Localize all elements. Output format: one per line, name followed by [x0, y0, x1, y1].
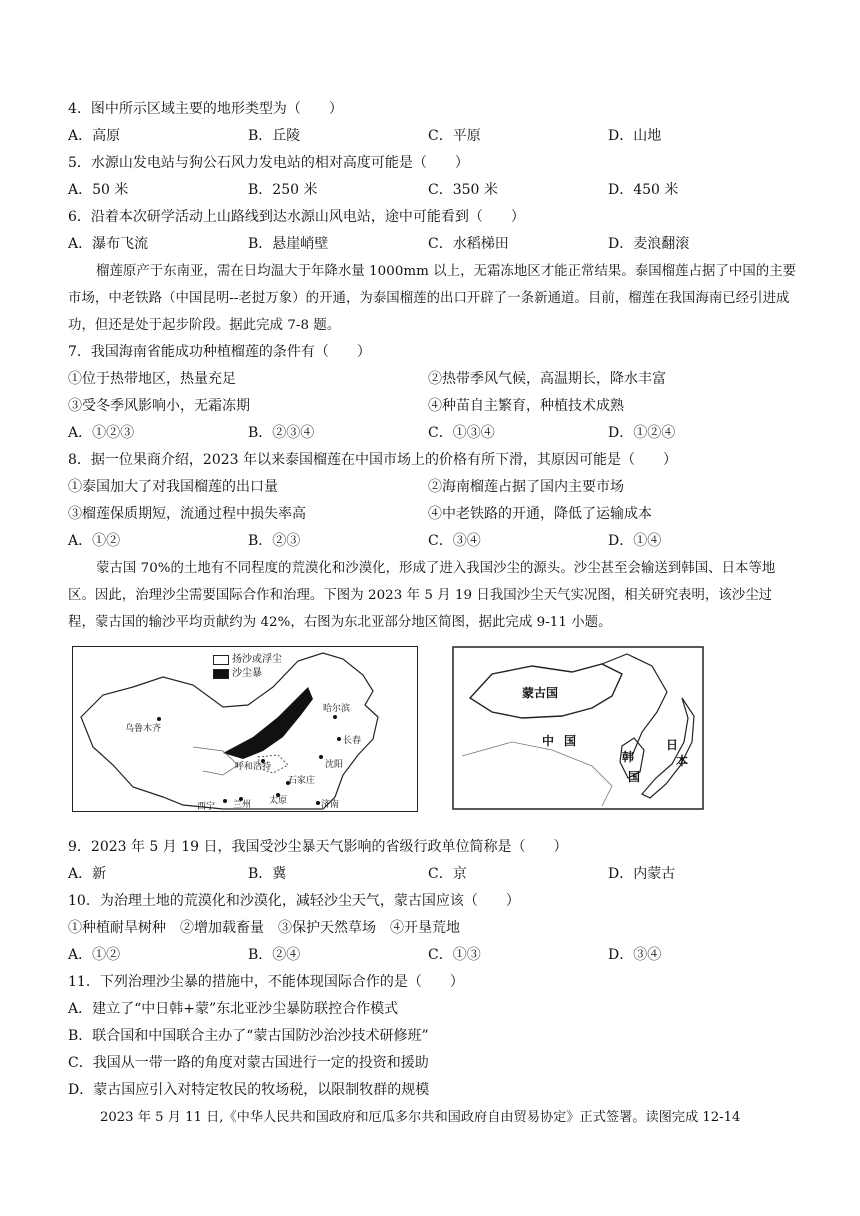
q9-option-d[interactable]: D．内蒙古 — [608, 866, 676, 882]
q11-option-b[interactable]: B．联合国和中国联合主办了“蒙古国防沙治沙技术研修班” — [68, 1028, 429, 1044]
q5-option-a[interactable]: A．50 米 — [68, 182, 129, 198]
exam-page — [68, 96, 798, 1131]
q9-option-b[interactable]: B．冀 — [248, 866, 287, 882]
city-shijiazhuang: 石家庄 — [288, 776, 316, 786]
q5-options — [68, 177, 798, 204]
q5-option-c[interactable]: C．350 米 — [428, 182, 498, 198]
q6-option-d[interactable]: D．麦浪翻滚 — [608, 236, 690, 252]
city-hohhot: 呼和浩特 — [235, 762, 272, 772]
q4-stem: 4．图中所示区域主要的地形类型为（ ） — [68, 101, 343, 117]
q4-option-d[interactable]: D．山地 — [608, 128, 662, 144]
city-taiyuan: 太原 — [269, 796, 288, 806]
q9-stem: 9．2023 年 5 月 19 日，我国受沙尘暴天气影响的省级行政单位简称是（ ） — [68, 839, 568, 855]
q8-items-row1 — [68, 474, 798, 501]
q10-items: ①种植耐旱树种 ②增加载畜量 ③保护天然草场 ④开垦荒地 — [68, 920, 460, 936]
q7-option-d[interactable]: D．①②④ — [608, 425, 676, 441]
q9-options — [68, 861, 798, 888]
city-xining: 西宁 — [197, 802, 216, 812]
label-japan-1: 日 — [666, 738, 679, 752]
passage-dust: 蒙古国 70%的土地有不同程度的荒漠化和沙漠化，形成了进入我国沙尘的源头。沙尘甚至会输送到韩国、日本等地区。因此，治理沙尘需要国际合作和治理。下图为 2023 年 5 月 19 日我国沙尘天气实况图，相关研究表明，该沙尘过程，蒙古国的输沙平均贡献约为 42%，右图为东北亚部分地区简图，据此完成 9-11 小题。 — [68, 561, 776, 630]
dust-storm-area — [223, 687, 313, 759]
q11-option-c[interactable]: C．我国从一带一路的角度对蒙古国进行一定的投资和援助 — [68, 1055, 429, 1071]
q5-stem: 5．水源山发电站与狗公石风力发电站的相对高度可能是（ ） — [68, 155, 469, 171]
city-shenyang: 沈阳 — [325, 760, 344, 770]
q8-option-a[interactable]: A．①② — [68, 533, 121, 549]
map-figures — [68, 646, 798, 826]
q7-item-1: ①位于热带地区，热量充足 — [68, 371, 236, 387]
q11-option-d[interactable]: D．蒙古国应引入对特定牧民的牧场税，以限制牧群的规模 — [68, 1082, 430, 1098]
map-legend — [213, 653, 282, 681]
q7-item-2: ②热带季风气候，高温期长，降水丰富 — [428, 371, 666, 387]
q8-option-c[interactable]: C．③④ — [428, 533, 481, 549]
q9-option-a[interactable]: A．新 — [68, 866, 107, 882]
q8-option-d[interactable]: D．①④ — [608, 533, 662, 549]
q10-option-a[interactable]: A．①② — [68, 947, 121, 963]
q6-options — [68, 231, 798, 258]
q4-options — [68, 123, 798, 150]
q8-item-1: ①泰国加大了对我国榴莲的出口量 — [68, 479, 278, 495]
q8-item-3: ③榴莲保质期短，流通过程中损失率高 — [68, 506, 306, 522]
city-changchun: 长春 — [343, 736, 362, 746]
q8-item-4: ④中老铁路的开通，降低了运输成本 — [428, 506, 652, 522]
label-china-1: 中 — [542, 734, 555, 748]
q4-option-c[interactable]: C．平原 — [428, 128, 481, 144]
q4-option-b[interactable]: B．丘陵 — [248, 128, 301, 144]
passage-ecuador-intro: 2023 年 5 月 11 日,《中华人民共和国政府和厄瓜多尔共和国政府自由贸易协定》正式签署。读图完成 12-14 — [100, 1110, 741, 1125]
city-lanzhou: 兰州 — [233, 800, 252, 810]
label-korea-1: 韩 — [622, 750, 635, 764]
legend-floating-dust: 扬沙或浮尘 — [213, 653, 282, 667]
q7-item-4: ④种苗自主繁育，种植技术成熟 — [428, 398, 624, 414]
q7-item-3: ③受冬季风影响小，无霜冻期 — [68, 398, 250, 414]
q6-stem: 6．沿着本次研学活动上山路线到达水源山风电站，途中可能看到（ ） — [68, 209, 525, 225]
legend-dust-storm: 沙尘暴 — [213, 667, 282, 681]
q8-options — [68, 528, 798, 555]
label-japan-2: 本 — [676, 754, 689, 768]
q7-option-b[interactable]: B．②③④ — [248, 425, 315, 441]
q6-option-b[interactable]: B．悬崖峭壁 — [248, 236, 329, 252]
dust-weather-map — [72, 646, 418, 812]
label-mongolia: 蒙古国 — [522, 686, 559, 700]
northeast-asia-outline — [452, 646, 704, 810]
q10-stem: 10．为治理土地的荒漠化和沙漠化，减轻沙尘天气，蒙古国应该（ ） — [68, 893, 520, 909]
label-korea-2: 国 — [628, 770, 641, 784]
q7-options — [68, 420, 798, 447]
q7-option-c[interactable]: C．①③④ — [428, 425, 495, 441]
q7-option-a[interactable]: A．①②③ — [68, 425, 135, 441]
q5-option-b[interactable]: B．250 米 — [248, 182, 318, 198]
q5-option-d[interactable]: D．450 米 — [608, 182, 679, 198]
q8-stem: 8．据一位果商介绍，2023 年以来泰国榴莲在中国市场上的价格有所下滑，其原因可能是（ ） — [68, 452, 677, 468]
q8-items-row2 — [68, 501, 798, 528]
q11-option-a[interactable]: A．建立了“中日韩+蒙”东北亚沙尘暴防联控合作模式 — [68, 1001, 399, 1017]
q8-item-2: ②海南榴莲占据了国内主要市场 — [428, 479, 624, 495]
q7-items-row1 — [68, 366, 798, 393]
northeast-asia-map — [452, 646, 704, 810]
q4-option-a[interactable]: A．高原 — [68, 128, 121, 144]
q10-option-c[interactable]: C．①③ — [428, 947, 481, 963]
q10-option-b[interactable]: B．②④ — [248, 947, 301, 963]
q6-option-c[interactable]: C．水稻梯田 — [428, 236, 509, 252]
q8-option-b[interactable]: B．②③ — [248, 533, 301, 549]
q6-option-a[interactable]: A．瀑布飞流 — [68, 236, 149, 252]
city-urumqi: 乌鲁木齐 — [125, 724, 162, 734]
q10-options — [68, 942, 798, 969]
q7-stem: 7．我国海南省能成功种植榴莲的条件有（ ） — [68, 344, 371, 360]
q9-option-c[interactable]: C．京 — [428, 866, 467, 882]
q11-stem: 11．下列治理沙尘暴的措施中，不能体现国际合作的是（ ） — [68, 974, 464, 990]
label-china-2: 国 — [564, 734, 577, 748]
passage-durian: 榴莲原产于东南亚，需在日均温大于年降水量 1000mm 以上，无霜冻地区才能正常结果。泰国榴莲占据了中国的主要市场，中老铁路（中国昆明--老挝万象）的开通，为泰国榴莲的出口开辟了一条新通道。目前，榴莲在我国海南已经引进成功，但还是处于起步阶段。据此完成 7-8 题。 — [68, 264, 797, 333]
city-harbin: 哈尔滨 — [323, 704, 351, 714]
q7-items-row2 — [68, 393, 798, 420]
q10-option-d[interactable]: D．③④ — [608, 947, 662, 963]
city-jinan: 济南 — [321, 800, 340, 810]
